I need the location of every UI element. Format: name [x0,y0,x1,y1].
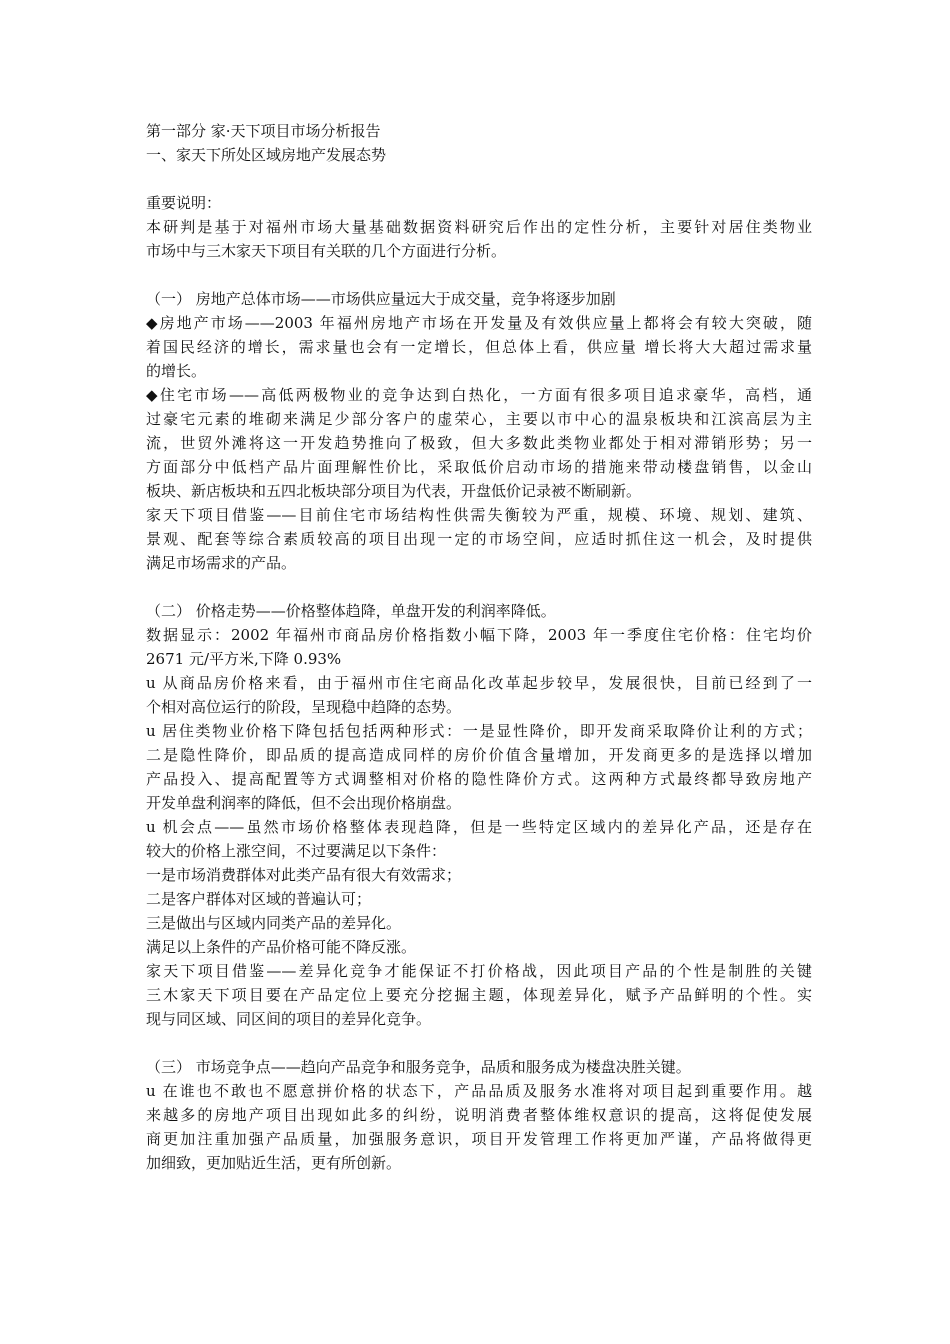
paragraph-line: 满足市场需求的产品。 [146,554,297,572]
paragraph-line: 二是客户群体对区域的普遍认可； [146,890,372,908]
paragraph-line: 本研判是基于对福州市场大量基础数据资料研究后作出的定性分析，主要针对居住类物业 [146,218,812,236]
blank-line [146,1031,812,1055]
paragraph-line: 商更加注重加强产品质量，加强服务意识，项目开发管理工作将更加严谨，产品将做得更 [146,1130,812,1148]
paragraph-line: 三是做出与区域内同类产品的差异化。 [146,914,402,932]
paragraph-line: 较大的价格上涨空间，不过要满足以下条件： [146,842,447,860]
document-title: 第一部分 家·天下项目市场分析报告 [146,122,381,140]
note-heading: 重要说明： [146,194,222,212]
paragraph-line: 的增长。 [146,362,207,380]
paragraph-line: 景观、配套等综合素质较高的项目出现一定的市场空间，应适时抓住这一机会，及时提供 [146,530,812,548]
paragraph-line: u 机会点——虽然市场价格整体表现趋降，但是一些特定区域内的差异化产品，还是存在 [146,818,812,836]
paragraph-line: 现与同区域、同区间的项目的差异化竞争。 [146,1010,432,1028]
paragraph-line: 来越多的房地产项目出现如此多的纠纷，说明消费者整体维权意识的提高，这将促使发展 [146,1106,812,1124]
paragraph-line: 2671 元/平方米,下降 0.93% [146,650,342,668]
section-subtitle: 一、家天下所处区域房地产发展态势 [146,146,387,164]
paragraph-line: u 居住类物业价格下降包括包括两种形式：一是显性降价，即开发商采取降价让利的方式； [146,722,812,740]
blank-line [146,575,812,599]
paragraph-line: 产品投入、提高配置等方式调整相对价格的隐性降价方式。这两种方式最终都导致房地产 [146,770,812,788]
paragraph-line: u 在谁也不敢也不愿意拼价格的状态下，产品品质及服务水准将对项目起到重要作用。越 [146,1082,812,1100]
paragraph-line: ◆房地产市场——2003 年福州房地产市场在开发量及有效供应量上都将会有较大突破，随 [146,314,812,332]
paragraph-line: 板块、新店板块和五四北板块部分项目为代表，开盘低价记录被不断刷新。 [146,482,642,500]
paragraph-line: 开发单盘利润率的降低，但不会出现价格崩盘。 [146,794,462,812]
section-heading-2: （二） 价格走势——价格整体趋降，单盘开发的利润率降低。 [146,602,556,620]
document-page [146,119,812,1175]
paragraph-line: 方面部分中低档产品片面理解性价比，采取低价启动市场的措施来带动楼盘销售，以金山 [146,458,812,476]
paragraph-line: 家天下项目借鉴——差异化竞争才能保证不打价格战，因此项目产品的个性是制胜的关键 [146,962,812,980]
paragraph-line: 市场中与三木家天下项目有关联的几个方面进行分析。 [146,242,507,260]
section-heading-1: （一） 房地产总体市场——市场供应量远大于成交量，竞争将逐步加剧 [146,290,616,308]
blank-line [146,167,812,191]
blank-line [146,263,812,287]
paragraph-line: 家天下项目借鉴——目前住宅市场结构性供需失衡较为严重，规模、环境、规划、建筑、 [146,506,812,524]
paragraph-line: 一是市场消费群体对此类产品有很大有效需求； [146,866,462,884]
paragraph-line: 二是隐性降价，即品质的提高造成同样的房价价值含量增加，开发商更多的是选择以增加 [146,746,812,764]
paragraph-line: 数据显示：2002 年福州市商品房价格指数小幅下降，2003 年一季度住宅价格：住宅均价 [146,626,812,644]
paragraph-line: 个相对高位运行的阶段，呈现稳中趋降的态势。 [146,698,462,716]
section-heading-3: （三） 市场竞争点——趋向产品竞争和服务竞争，品质和服务成为楼盘决胜关键。 [146,1058,691,1076]
paragraph-line: 加细致，更加贴近生活，更有所创新。 [146,1154,402,1172]
paragraph-line: 满足以上条件的产品价格可能不降反涨。 [146,938,417,956]
paragraph-line: 着国民经济的增长，需求量也会有一定增长，但总体上看，供应量 增长将大大超过需求量 [146,338,812,356]
paragraph-line: ◆住宅市场——高低两极物业的竞争达到白热化，一方面有很多项目追求豪华，高档，通 [146,386,812,404]
paragraph-line: u 从商品房价格来看，由于福州市住宅商品化改革起步较早，发展很快，目前已经到了一 [146,674,812,692]
paragraph-line: 过豪宅元素的堆砌来满足少部分客户的虚荣心，主要以市中心的温泉板块和江滨高层为主 [146,410,812,428]
paragraph-line: 流，世贸外滩将这一开发趋势推向了极致，但大多数此类物业都处于相对滞销形势；另一 [146,434,812,452]
paragraph-line: 三木家天下项目要在产品定位上要充分挖掘主题，体现差异化，赋予产品鲜明的个性。实 [146,986,812,1004]
